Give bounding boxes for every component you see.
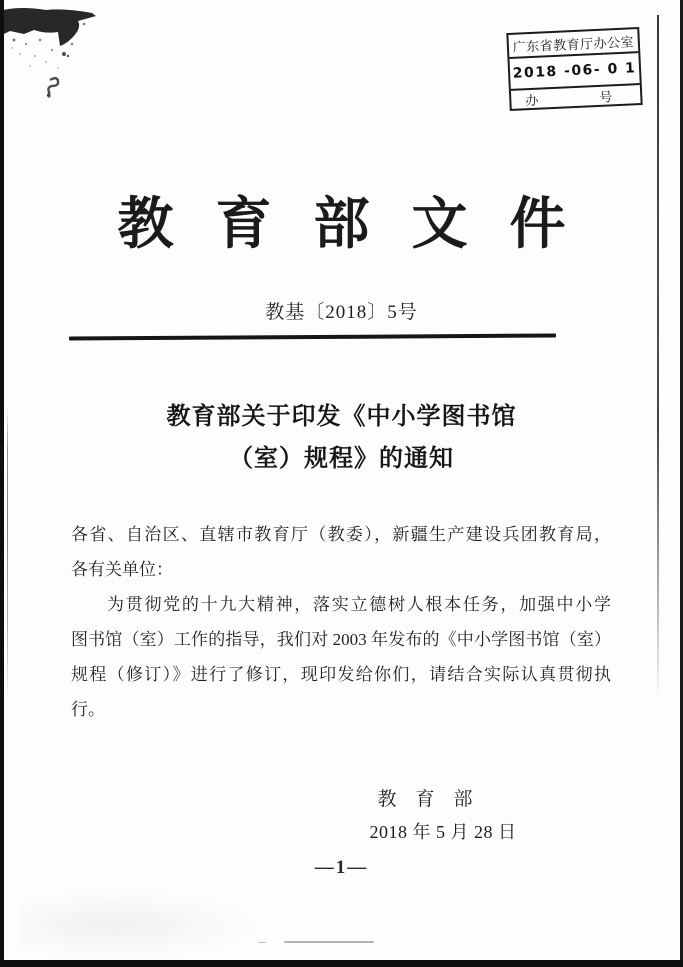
document-number: 教基〔2018〕5号 — [265, 302, 418, 323]
body-line: 图书馆（室）工作的指导，我们对 2003 年发布的《中小学图书馆（室） — [71, 630, 611, 649]
body-line: 规程（修订）》进行了修订，现印发给你们，请结合实际认真贯彻执 — [71, 665, 611, 684]
body-line: 各有关单位： — [71, 560, 173, 579]
stamp-label-hao: 号 — [598, 88, 613, 105]
scan-edge-bottom — [0, 960, 683, 967]
scan-artifact-footer-dash — [258, 942, 266, 943]
notice-title — [0, 396, 683, 480]
scan-artifact-vertical-line — [657, 15, 659, 700]
scan-artifact-footer-line — [284, 941, 374, 943]
scan-artifact-blob — [0, 4, 120, 134]
stamp-date: 2018 -06- 0 1 — [509, 53, 639, 91]
signature-date: 2018 年 5 月 28 日 — [369, 822, 517, 842]
body-line: 各省、自治区、直辖市教育厅（教委），新疆生产建设兵团教育局， — [71, 525, 611, 544]
body-line: 行。 — [71, 700, 105, 719]
scan-edge-left — [0, 0, 4, 967]
scan-artifact-smudge — [20, 890, 260, 960]
stamp-label-ban: 办 — [525, 92, 539, 108]
letterhead-rule — [69, 334, 556, 341]
registration-stamp-box — [506, 27, 642, 111]
signature-agency: 教 育 部 — [377, 789, 473, 810]
letterhead-title: 教育部文件 — [117, 194, 608, 256]
page-number: —1— — [314, 857, 369, 878]
stamp-register-row — [511, 85, 641, 109]
document-body — [71, 517, 611, 727]
notice-title-line2: （室）规程》的通知 — [229, 446, 454, 472]
notice-title-line1: 教育部关于印发《中小学图书馆 — [166, 404, 517, 430]
body-line: 为贯彻党的十九大精神，落实立德树人根本任务，加强中小学 — [107, 595, 611, 614]
stamp-office-name: 广东省教育厅办公室 — [508, 29, 638, 59]
